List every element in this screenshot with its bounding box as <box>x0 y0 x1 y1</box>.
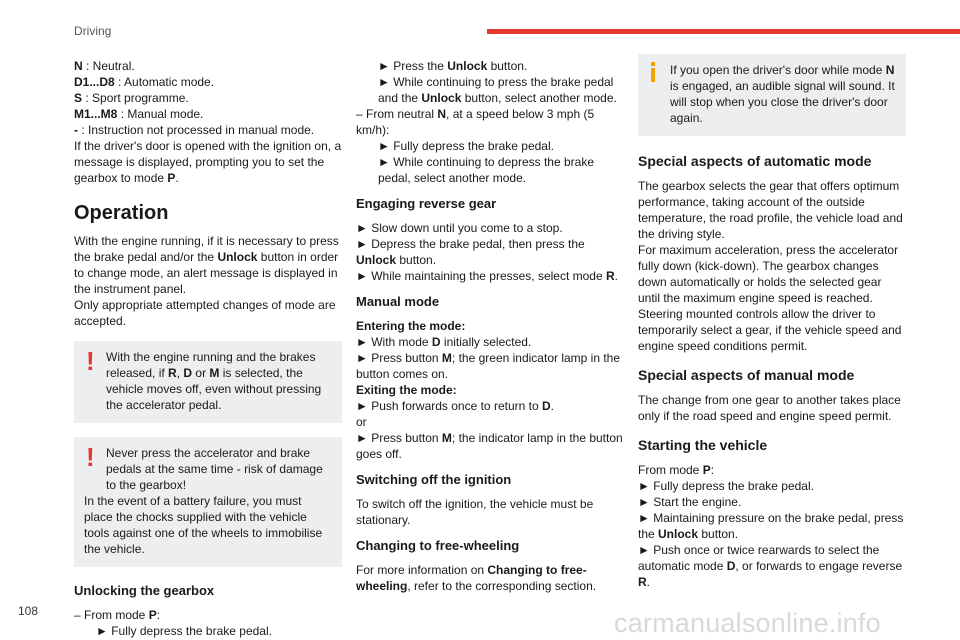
start-step-3: ► Maintaining pressure on the brake pedal, press the Unlock button. <box>638 511 904 541</box>
auto-paragraph-2: For maximum acceleration, press the accelerator fully down (kick-down). The gearbox changes down automatically or holds the selected gear until the maximum engine speed is reached. <box>638 243 899 305</box>
manual-aspects-title: Special aspects of manual mode <box>638 367 855 383</box>
freewheel-paragraph: For more information on Changing to free-wheeling, refer to the corresponding section. <box>356 563 597 593</box>
operation-paragraph-1: With the engine running, if it is necessary to press the brake pedal and/or the Unlock button in order to change mode, an alert message is displayed in the instrument panel. <box>74 234 339 296</box>
auto-paragraph-1: The gearbox selects the gear that offers optimum performance, taking account of the outside temperature, the road profile, the vehicle load and the driving style. <box>638 179 903 241</box>
ignition-title: Switching off the ignition <box>356 472 512 487</box>
enter-step-1: ► With mode D initially selected. <box>356 335 532 349</box>
neutral-condition: – From neutral N, at a speed below 3 mph (5 km/h): <box>356 107 595 137</box>
warning-notice-1 <box>74 341 342 423</box>
neutral-step-1: ► Fully depress the brake pedal. <box>378 139 554 153</box>
unlock-step-1: ► Fully depress the brake pedal. <box>96 624 272 638</box>
reverse-step-1: ► Slow down until you come to a stop. <box>356 221 563 235</box>
freewheel-title: Changing to free-wheeling <box>356 538 520 553</box>
reverse-step-3: ► While maintaining the presses, select mode R. <box>356 269 619 283</box>
unlock-step-press: ► Press the Unlock button. <box>378 59 528 73</box>
warning-2-para-1: Never press the accelerator and brake pedals at the same time - risk of damage to the gearbox! <box>106 446 323 492</box>
warning-1-text: With the engine running and the brakes released, if R, D or M is selected, the vehicle moves off, even without pressing the accelerator pedal. <box>106 350 322 412</box>
column-left <box>74 58 342 639</box>
page-number: 108 <box>18 604 39 618</box>
mode-line-m: M1...M8 : Manual mode. <box>74 107 204 121</box>
mode-line-d: D1...D8 : Automatic mode. <box>74 75 215 89</box>
ignition-paragraph: To switch off the ignition, the vehicle must be stationary. <box>356 497 594 527</box>
section-header: Driving <box>74 24 112 38</box>
exit-step-1: ► Push forwards once to return to D. <box>356 399 554 413</box>
info-icon <box>648 62 658 86</box>
start-step-2: ► Start the engine. <box>638 495 742 509</box>
or-label: or <box>356 415 367 429</box>
start-step-4: ► Push once or twice rearwards to select the automatic mode D, or forwards to engage reverse R. <box>638 543 903 589</box>
exiting-label: Exiting the mode: <box>356 383 457 397</box>
warning-icon: ! <box>86 442 95 472</box>
mode-line-s: S : Sport programme. <box>74 91 189 105</box>
door-paragraph: If the driver's door is opened with the ignition on, a message is displayed, prompting you to set the gearbox to mode P. <box>74 139 342 185</box>
auto-mode-title: Special aspects of automatic mode <box>638 153 872 169</box>
entering-label: Entering the mode: <box>356 319 466 333</box>
watermark: carmanualsonline.info <box>614 608 881 638</box>
exit-step-2: ► Press button M; the indicator lamp in the button goes off. <box>356 431 623 461</box>
column-right <box>638 58 906 590</box>
info-notice <box>638 54 906 136</box>
starting-title: Starting the vehicle <box>638 437 768 453</box>
operation-title: Operation <box>74 202 169 224</box>
reverse-step-2: ► Depress the brake pedal, then press the Unlock button. <box>356 237 585 267</box>
column-middle <box>356 58 628 594</box>
manual-mode-title: Manual mode <box>356 294 440 309</box>
neutral-step-2: ► While continuing to depress the brake pedal, select another mode. <box>378 155 594 185</box>
warning-icon: ! <box>86 346 95 376</box>
mode-line-dash: - : Instruction not processed in manual mode. <box>74 123 315 137</box>
reverse-title: Engaging reverse gear <box>356 196 497 211</box>
info-text: If you open the driver's door while mode N is engaged, an audible signal will sound. It will stop when you close the driver's door again. <box>670 63 895 125</box>
unlock-title: Unlocking the gearbox <box>74 583 215 598</box>
mode-line-n: N : Neutral. <box>74 59 135 73</box>
enter-step-2: ► Press button M; the green indicator lamp in the button comes on. <box>356 351 621 381</box>
header-accent-bar <box>487 29 960 34</box>
unlock-from: – From mode P: <box>74 608 161 622</box>
start-from: From mode P: <box>638 463 715 477</box>
auto-paragraph-3: Steering mounted controls allow the driver to temporarily select a gear, if the vehicle speed and engine speed conditions permit. <box>638 307 902 353</box>
unlock-step-continue: ► While continuing to press the brake pedal and the Unlock button, select another mode. <box>378 75 617 105</box>
manual-aspects-paragraph: The change from one gear to another takes place only if the road speed and engine speed permit. <box>638 393 901 423</box>
warning-2-para-2: In the event of a battery failure, you must place the chocks supplied with the vehicle tools against one of the wheels to immobilise the vehicle. <box>84 494 323 556</box>
warning-notice-2 <box>74 437 342 567</box>
operation-paragraph-2: Only appropriate attempted changes of mode are accepted. <box>74 298 336 328</box>
start-step-1: ► Fully depress the brake pedal. <box>638 479 814 493</box>
